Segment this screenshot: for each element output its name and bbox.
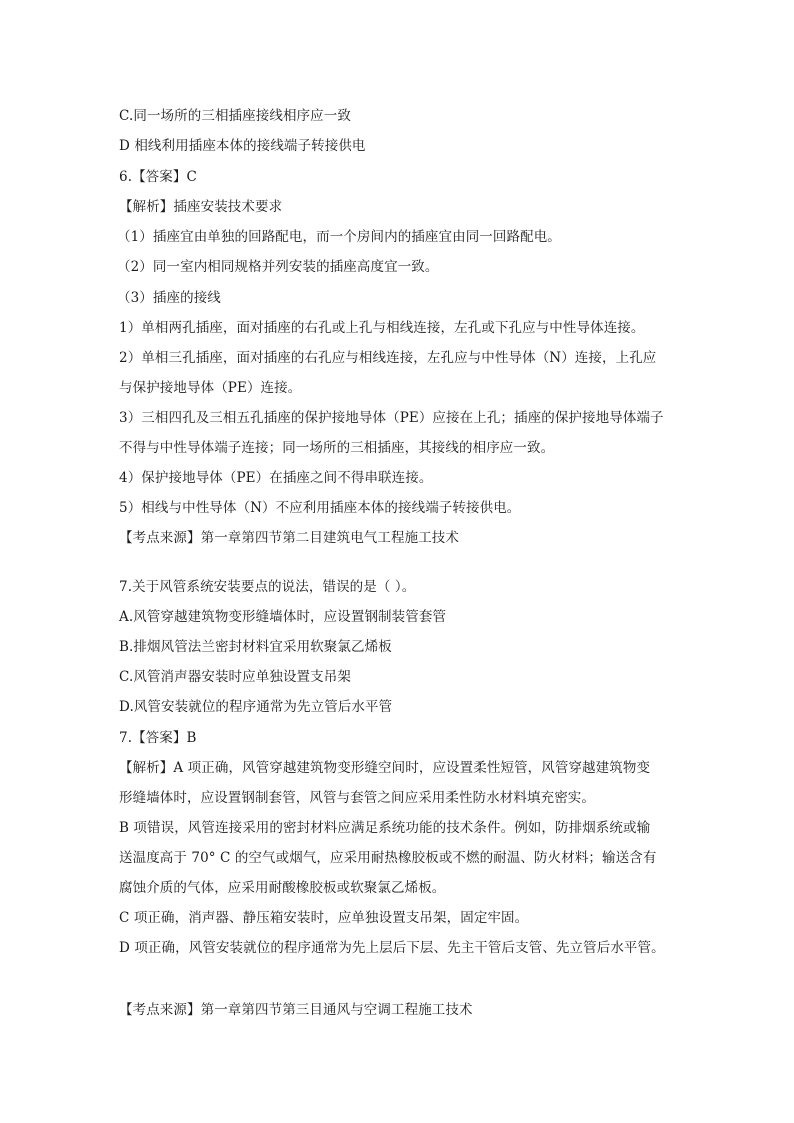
q6-rule-4: 4）保护接地导体（PE）在插座之间不得串联连接。 (119, 470, 433, 486)
q7-analysis-b3: 腐蚀介质的气体，应采用耐酸橡胶板或软聚氯乙烯板。 (119, 880, 446, 896)
q6-point-1: （1）插座宜由单独的回路配电，而一个房间内的插座宜由同一回路配电。 (117, 229, 561, 245)
q7-option-a: A.风管穿越建筑物变形缝墙体时，应设置钢制装管套管 (119, 609, 447, 625)
q7-option-b: B.排烟风管法兰密封材料宜采用软聚氯乙烯板 (119, 639, 392, 655)
q6-rule-3b: 不得与中性导体端子连接；同一场所的三相插座，其接线的相序应一致。 (119, 440, 555, 456)
q7-analysis-a1: 【解析】A 项正确，风管穿越建筑物变形缝空间时，应设置柔性短管，风管穿越建筑物变 (119, 760, 651, 776)
q7-analysis-d1: D 项正确，风管安装就位的程序通常为先上层后下层、先主干管后支管、先立管后水平管。 (119, 940, 665, 956)
q6-rule-2a: 2）单相三孔插座，面对插座的右孔应与相线连接，左孔应与中性导体（N）连接，上孔应 (119, 350, 657, 366)
q7-analysis-a2: 形缝墙体时，应设置钢制套管，风管与套管之间应采用柔性防水材料填充密实。 (119, 790, 595, 806)
q6-rule-3a: 3）三相四孔及三相五孔插座的保护接地导体（PE）应接在上孔；插座的保护接地导体端子 (119, 410, 664, 426)
q6-option-d: D 相线利用插座本体的接线端子转接供电 (119, 138, 366, 154)
q7-analysis-b1: B 项错误，风管连接采用的密封材料应满足系统功能的技术条件。例如，防排烟系统或输 (119, 820, 651, 836)
q6-answer: 6.【答案】C (119, 169, 197, 185)
q7-source: 【考点来源】第一章第四节第三目通风与空调工程施工技术 (119, 1002, 473, 1018)
q7-question: 7.关于风管系统安装要点的说法，错误的是（ ）。 (119, 579, 416, 595)
q6-point-2: （2）同一室内相同规格并列安装的插座高度宜一致。 (117, 259, 439, 275)
q6-option-c: C.同一场所的三相插座接线相序应一致 (119, 108, 351, 124)
q6-source: 【考点来源】第一章第四节第二目建筑电气工程施工技术 (119, 530, 459, 546)
q7-analysis-c1: C 项正确，消声器、静压箱安装时，应单独设置支吊架，固定牢固。 (119, 910, 529, 926)
q6-analysis-title: 【解析】插座安装技术要求 (119, 199, 283, 215)
q6-point-3: （3）插座的接线 (117, 290, 221, 306)
q6-rule-5: 5）相线与中性导体（N）不应利用插座本体的接线端子转接供电。 (119, 500, 521, 516)
q6-rule-1: 1）单相两孔插座，面对插座的右孔或上孔与相线连接，左孔或下孔应与中性导体连接。 (119, 320, 645, 336)
q7-option-c: C.风管消声器安装时应单独设置支吊架 (119, 669, 351, 685)
q7-analysis-b2: 送温度高于 70° C 的空气或烟气，应采用耐热橡胶板或不燃的耐温、防火材料；输送含有 (119, 850, 657, 866)
q7-option-d: D.风管安装就位的程序通常为先立管后水平管 (119, 699, 393, 715)
q6-rule-2b: 与保护接地导体（PE）连接。 (119, 380, 302, 396)
q7-answer: 7.【答案】B (119, 730, 197, 746)
